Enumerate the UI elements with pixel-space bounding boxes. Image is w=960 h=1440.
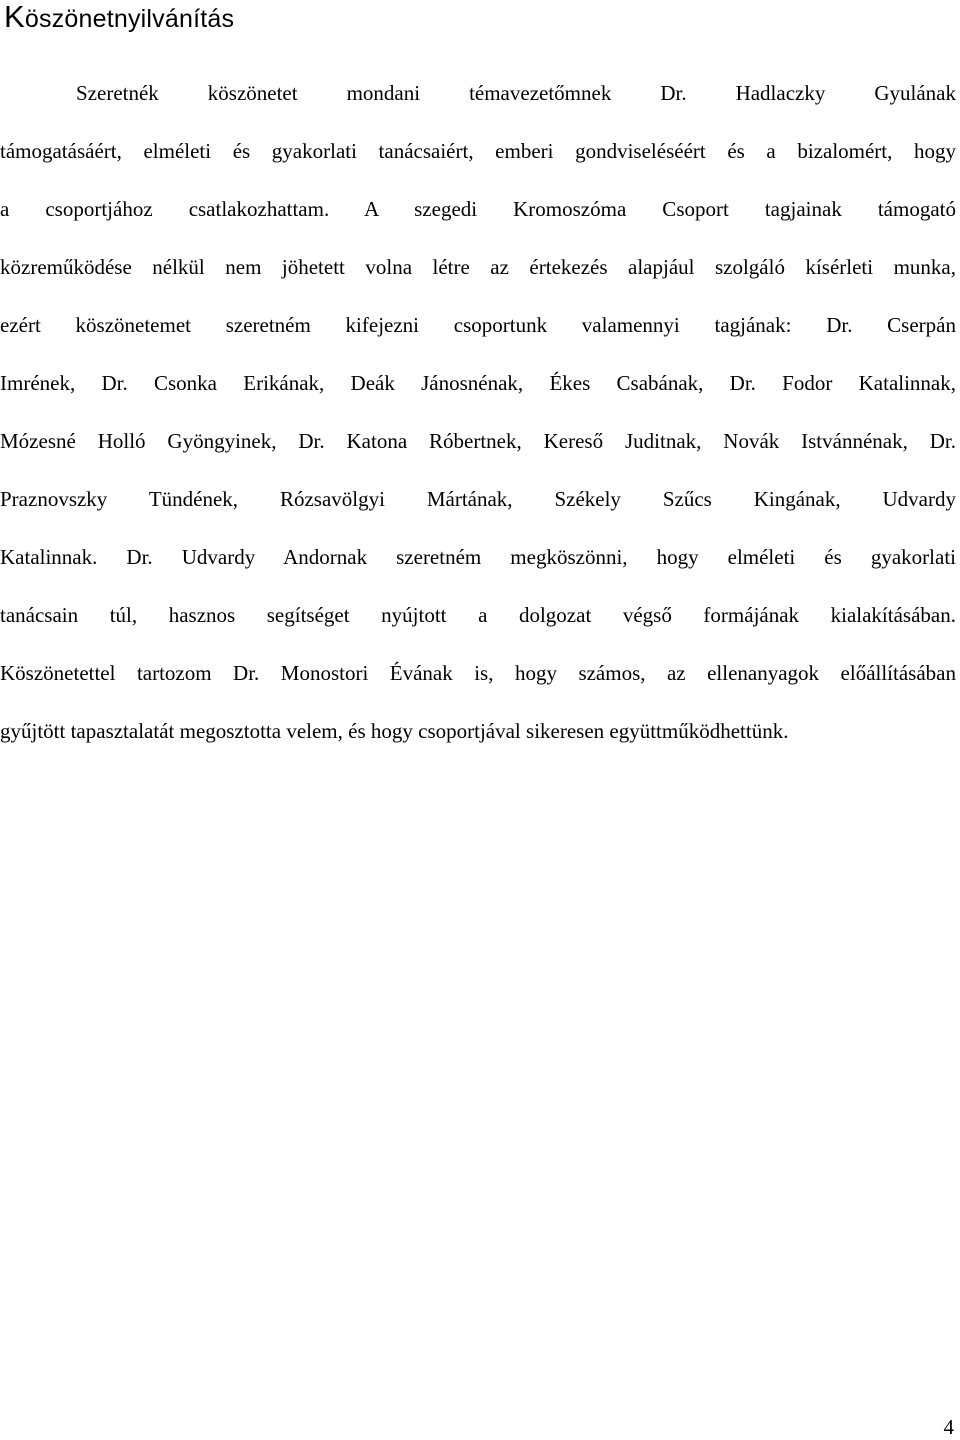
page-title-initial: K: [4, 0, 25, 34]
paragraph-line: Mózesné Holló Gyöngyinek, Dr. Katona Róbertnek, Kereső Juditnak, Novák Istvánnénak, Dr.: [0, 429, 956, 453]
paragraph-line: Imrének, Dr. Csonka Erikának, Deák Jánosnénak, Ékes Csabának, Dr. Fodor Katalinnak,: [0, 371, 956, 395]
page-title-rest: öszönetnyilvánítás: [24, 5, 235, 33]
paragraph-line: Köszönetettel tartozom Dr. Monostori Évának is, hogy számos, az ellenanyagok előállításában: [0, 661, 956, 685]
paragraph-line: Szeretnék köszönetet mondani témavezetőmnek Dr. Hadlaczky Gyulának: [76, 81, 956, 105]
paragraph-line: közreműködése nélkül nem jöhetett volna létre az értekezés alapjául szolgáló kísérleti munka,: [0, 255, 956, 279]
paragraph-line: gyűjtött tapasztalatát megosztotta velem, és hogy csoportjával sikeresen együttműködhettünk.: [0, 719, 789, 743]
paragraph-line: tanácsain túl, hasznos segítséget nyújtott a dolgozat végső formájának kialakításában.: [0, 603, 956, 627]
page-number: 4: [943, 1415, 954, 1439]
page-title: [4, 0, 234, 36]
paragraph-line: támogatásáért, elméleti és gyakorlati tanácsaiért, emberi gondviseléséért és a bizalomért, hogy: [0, 139, 956, 163]
paragraph-line: ezért köszönetemet szeretném kifejezni csoportunk valamennyi tagjának: Dr. Cserpán: [0, 313, 956, 337]
paragraph-line: Katalinnak. Dr. Udvardy Andornak szeretném megköszönni, hogy elméleti és gyakorlati: [0, 545, 956, 569]
paragraph-line: Praznovszky Tündének, Rózsavölgyi Mártának, Székely Szűcs Kingának, Udvardy: [0, 487, 956, 511]
paragraph-line: a csoportjához csatlakozhattam. A szegedi Kromoszóma Csoport tagjainak támogató: [0, 197, 956, 221]
